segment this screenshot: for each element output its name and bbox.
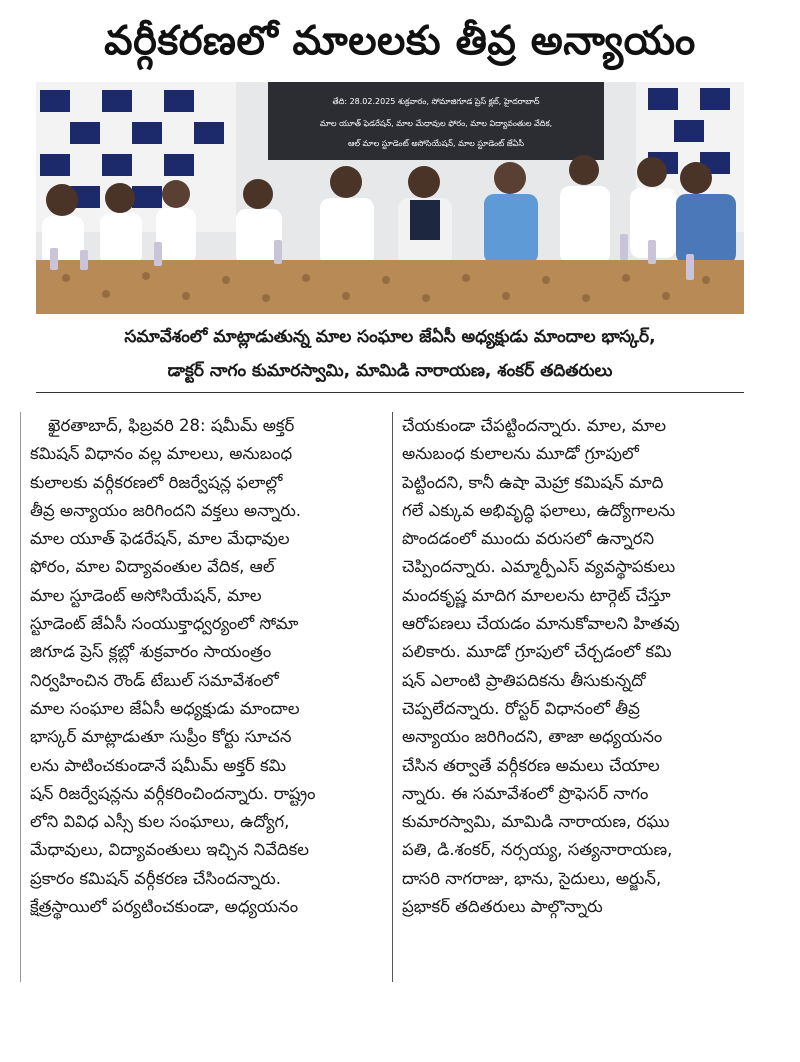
text-line: కులాలకు వర్గీకరణలో రిజర్వేషన్ల ఫలాల్లో (30, 472, 283, 492)
text-line: చెప్పలేదన్నారు. రోస్టర్ విధానంలో తీవ్ర (402, 698, 640, 718)
column-rule-left (20, 412, 21, 982)
column-divider (392, 412, 393, 982)
text-line: షన్ ఎలాంటి ప్రాతిపదికను తీసుకున్నదో (402, 670, 646, 690)
text-line: జిగూడ ప్రెస్ క్లబ్లో శుక్రవారం సాయంత్రం (30, 642, 272, 662)
text-line: ఖైరతాబాద్, ఫిబ్రవరి 28: షమీమ్ అక్తర్ (48, 416, 295, 435)
text-line: పతి, డి.శంకర్, నర్సయ్య, సత్యనారాయణ, (402, 840, 673, 860)
text-line: లోని వివిధ ఎస్సీ కుల సంఘాలు, ఉద్యోగ, (30, 812, 290, 832)
text-line: ప్రభాకర్ తదితరులు పాల్గొన్నారు (402, 897, 603, 917)
text-line: కమిషన్ విధానం వల్ల మాలలు, అనుబంధ (30, 444, 293, 464)
text-line: ఆరోపణలు చేయడం మానుకోవాలని హితవు (402, 614, 680, 634)
text-line: చేయకుండా చేపట్టిందన్నారు. మాల, మాల (402, 416, 667, 435)
text-line: నిర్వహించిన రౌండ్ టేబుల్ సమావేశంలో (30, 670, 279, 690)
text-line: దాసరి నాగరాజు, భాను, సైదులు, అర్జున్, (402, 868, 662, 888)
headline: వర్గీకరణలో మాలలకు తీవ్ర అన్యాయం (104, 18, 696, 64)
banner-line-3: ఆల్ మాల స్టూడెంట్ అసోసియేషన్, మాల స్టూడెంట్ జేఏసీ (347, 139, 525, 148)
caption-line-1: సమావేశంలో మాట్లాడుతున్న మాల సంఘాల జేఏసీ అధ్యక్షుడు మాందాల భాస్కర్, (124, 327, 656, 347)
text-line: మందకృష్ణ మాదిగ మాలలను టార్గెట్ చేస్తూ (402, 585, 671, 605)
text-line: ప్రకారం కమిషన్ వర్గీకరణ చేసిందన్నారు. (30, 868, 281, 888)
text-line: న్నారు. ఈ సమావేశంలో ప్రొఫెసర్ నాగం (402, 783, 649, 803)
article-column-right (402, 412, 748, 921)
text-line: షన్ రిజర్వేషన్లను వర్గీకరించిందన్నారు. రాష్ట్రం (30, 783, 316, 803)
text-line: పొందడంలో ముందు వరుసలో ఉన్నారని (402, 529, 655, 549)
text-line: మాల స్టూడెంట్ అసోసియేషన్, మాల (30, 585, 262, 605)
caption-line-2: డాక్టర్ నాగం కుమారస్వామి, మామిడి నారాయణ, శంకర్ తదితరులు (167, 361, 613, 381)
article-column-left (30, 412, 376, 921)
text-line: పెట్టిందని, కానీ ఉషా మెహ్రా కమిషన్ మాది (402, 472, 664, 492)
text-line: క్షేత్రస్థాయిలో పర్యటించకుండా, అధ్యయనం (30, 897, 299, 917)
text-line: తీవ్ర అన్యాయం జరిగిందని వక్తలు అన్నారు. (30, 500, 302, 520)
photo-caption (36, 320, 744, 393)
text-line: మేధావులు, విద్యావంతులు ఇచ్చిన నివేదికల (30, 840, 309, 860)
banner-line-2: మాల యూత్ ఫెడరేషన్, మాల మేధావుల ఫోరం, మాల విద్యావంతుల వేదిక, (319, 119, 553, 128)
text-line: మాల సంఘాల జేఏసీ అధ్యక్షుడు మాందాల (30, 698, 300, 718)
conference-table (36, 260, 744, 314)
text-line: భాస్కర్ మాట్లాడుతూ సుప్రీం కోర్టు సూచన (30, 727, 292, 747)
text-line: చెప్పిందన్నారు. ఎమ్మార్పీఎస్ వ్యవస్థాపకులు (402, 557, 676, 577)
banner-line-1: తేది: 28.02.2025 శుక్రవారం, సోమాజిగూడ ప్రెస్ క్లబ్, హైదరాబాద్ (332, 97, 540, 106)
text-line: చేసిన తర్వాతే వర్గీకరణ అమలు చేయాల (402, 755, 660, 775)
text-line: పలికారు. మూడో గ్రూపులో చేర్చడంలో కమి (402, 642, 672, 662)
text-line: కుమారస్వామి, మామిడి నారాయణ, రఘు (402, 812, 670, 832)
text-line: స్టూడెంట్ జేఏసీ సంయుక్తాధ్వర్యంలో సోమా (30, 614, 299, 634)
text-line: అన్యాయం జరిగిందని, తాజా అధ్యయనం (402, 727, 663, 747)
text-line: గలే ఎక్కువ అభివృద్ధి ఫలాలు, ఉద్యోగాలను (402, 500, 676, 520)
text-line: లను పాటించకుండానే షమీమ్ అక్తర్ కమి (30, 755, 287, 775)
news-photo (36, 82, 744, 314)
text-line: మాల యూత్ ఫెడరేషన్, మాల మేధావుల (30, 529, 290, 549)
text-line: ఫోరం, మాల విద్యావంతుల వేదిక, ఆల్ (30, 557, 275, 577)
text-line: అనుబంధ కులాలను మూడో గ్రూపులో (402, 444, 639, 464)
